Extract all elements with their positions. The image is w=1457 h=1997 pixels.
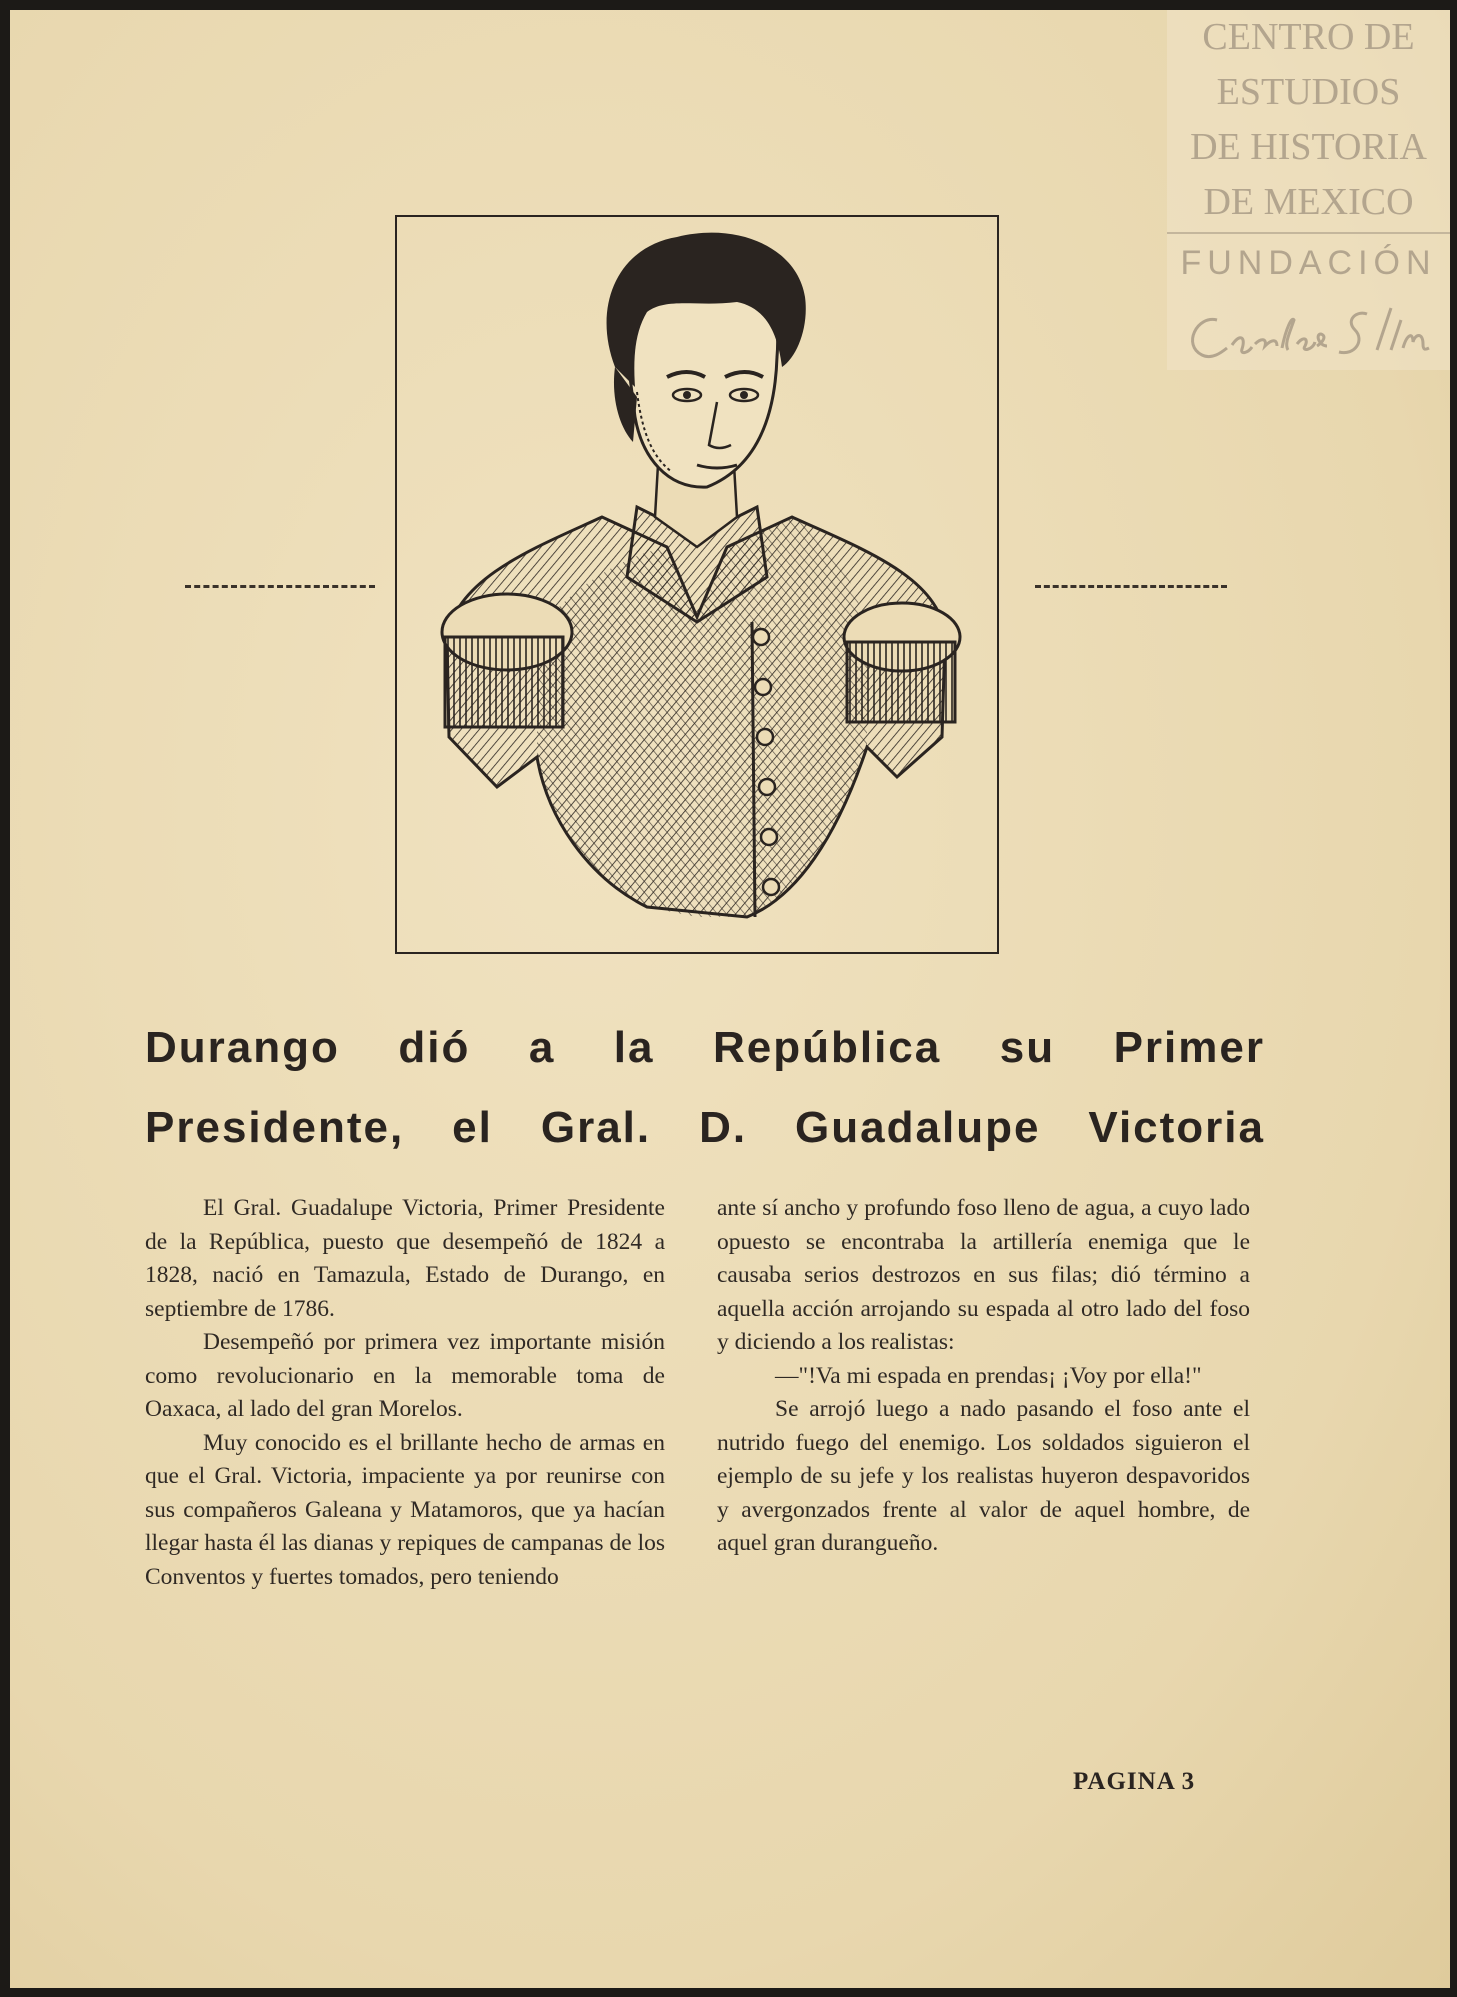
left-paragraph-3: Muy conocido es el brillante hecho de armas en que el Gral. Victoria, impaciente ya por reunirse con sus compañeros Galeana y Matamoros, que ya hacían llegar hasta él las dianas y repiques de campanas de los Conventos y fuertes tomados, pero teniendo: [145, 1429, 665, 1590]
page-number: PAGINA 3: [1073, 1768, 1196, 1795]
watermark-line-1: CENTRO DE: [1202, 16, 1415, 58]
right-paragraph-3: Se arrojó luego a nado pasando el foso ante el nutrido fuego del enemigo. Los soldados siguieron el ejemplo de su jefe y los realistas huyeron despavoridos y avergonzados frente al valor de aquel hombre, de aquel gran duranguеño.: [717, 1396, 1250, 1556]
watermark-signature-logo: [1177, 300, 1437, 370]
right-paragraph-1: ante sí ancho y profundo foso lleno de agua, a cuyo lado opuesto se encontraba la artillería enemiga que le causaba serios destrozos en sus filas; dió término a aquella acción arrojando su espada al otro lado del foso y diciendo a los realistas:: [717, 1195, 1250, 1355]
document-page: [10, 10, 1450, 1988]
headline-line-1: Durango dió a la República su Primer: [145, 1023, 1265, 1072]
portrait-frame: [395, 215, 999, 954]
watermark-line-2: ESTUDIOS: [1216, 71, 1401, 113]
left-paragraph-2: Desempeñó por primera vez importante misión como revolucionario en la memorable toma de Oaxaca, al lado del gran Morelos.: [145, 1329, 665, 1422]
archive-watermark: [1167, 10, 1450, 370]
headline-line-2: Presidente, el Gral. D. Guadalupe Victoria: [145, 1103, 1265, 1152]
right-column: [717, 1192, 1250, 1561]
left-column: [145, 1192, 665, 1594]
right-paragraph-2: —"!Va mi espada en prendas¡ ¡Voy por ella!": [775, 1362, 1202, 1389]
watermark-foundation: FUNDACIÓN: [1180, 244, 1437, 282]
watermark-line-4: DE MEXICO: [1203, 181, 1414, 223]
portrait-engraving: [397, 217, 997, 952]
watermark-divider: [1167, 232, 1450, 234]
left-ornamental-rule: [185, 585, 375, 588]
right-ornamental-rule: [1035, 585, 1227, 588]
watermark-line-3: DE HISTORIA: [1190, 126, 1427, 168]
left-paragraph-1: El Gral. Guadalupe Victoria, Primer Presidente de la República, puesto que desempeñó de 1824 a 1828, nació en Tamazula, Estado de Durango, en septiembre de 1786.: [145, 1195, 665, 1322]
